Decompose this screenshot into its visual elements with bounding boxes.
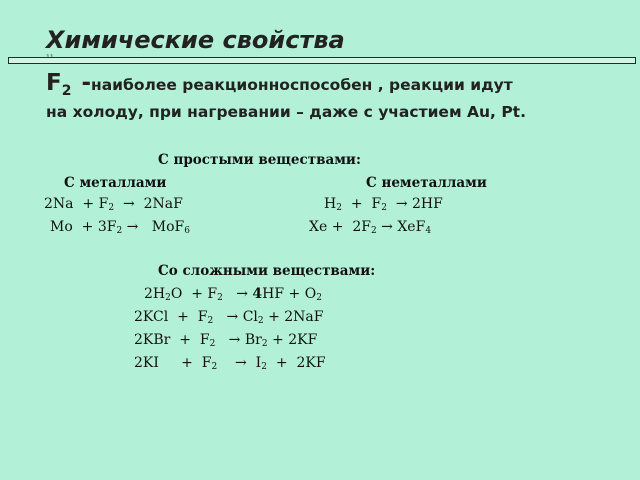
reaction-kcl-f2: $2KCl + F_2 \to Cl_2 + 2NaF$ [134, 309, 324, 326]
fluorine-symbol: F [46, 70, 62, 96]
reaction-h2-f2: $H_2 + F_2 \to 2HF$ [324, 196, 443, 213]
fluorine-subscript: 2 [61, 83, 72, 99]
metals-heading: С металлами [64, 175, 167, 191]
nonmetals-heading: С неметаллами [366, 175, 487, 191]
fluorine-description-2: на холоду, при нагревании – даже с участием Au, Pt. [46, 103, 526, 121]
reaction-xe-f2: $Xe + 2F_2 \to XeF_4$ [309, 219, 432, 236]
reaction-na-f2: $2Na + F_2 \to 2NaF$ [44, 196, 183, 213]
intro-dash: - [81, 70, 92, 96]
reaction-ki-f2: 2KI + $F_2$ → $I_2 + 2KF$ [134, 355, 326, 372]
simple-substances-heading: С простыми веществами: [158, 152, 361, 168]
fluorine-intro [46, 70, 513, 99]
reaction-mo-f2: $Mo + 3F_2 \to MoF_6$ [50, 219, 190, 236]
fluorine-description-1: наиболее реакционноспособен , реакции идут [91, 76, 513, 94]
reaction-h2o-f2: $2H_2O + F_2 \to 4HF + O_2$ [144, 286, 322, 303]
complex-substances-heading: Со сложными веществами: [158, 263, 376, 279]
title-divider [8, 57, 636, 64]
slide-title: Химические свойства [46, 26, 345, 54]
reaction-kbr-f2: $2KBr + F_2 \to Br_2 + 2KF$ [134, 332, 318, 349]
